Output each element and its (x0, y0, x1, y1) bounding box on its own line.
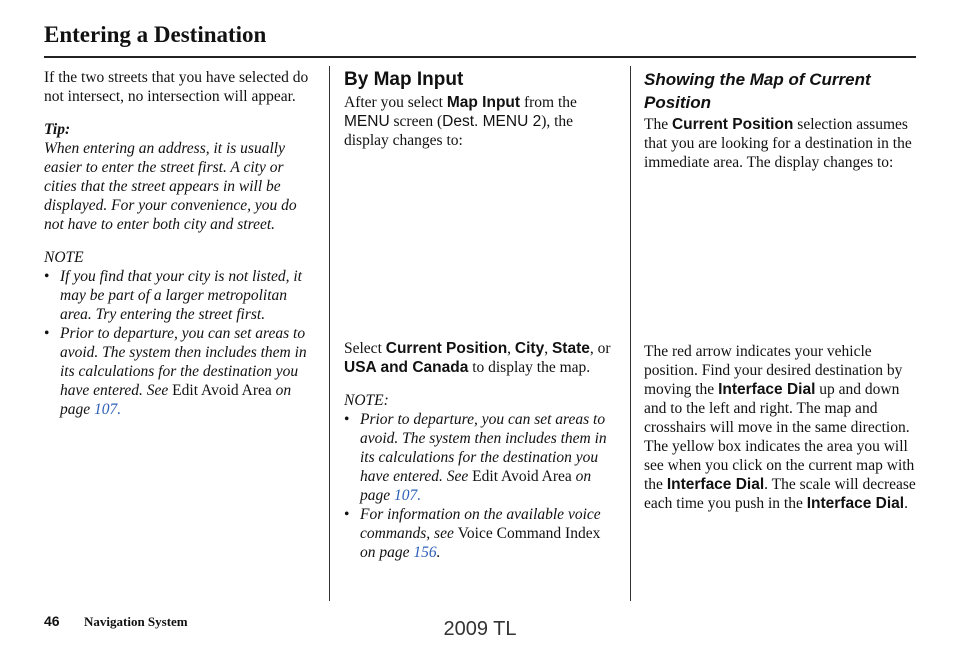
menu-term: MENU (344, 113, 390, 130)
footer-section-label: Navigation System (84, 614, 188, 629)
tip-text: When entering an address, it is usually easier to enter the street first. A city or cities that the street appears in will be displayed. For your convenience, you do not have to enter both city and street. (44, 140, 297, 233)
intro-paragraph: If the two streets that you have selected do not intersect, no intersection will appear. (44, 69, 309, 105)
watermark: 2009 TL (443, 618, 517, 640)
voice-command-index-reference: Voice Command Index (457, 525, 601, 542)
note-text: If you find that your city is not listed, it may be part of a larger metropolitan area. Try entering the street first. (60, 268, 302, 323)
page-title: Entering a Destination (44, 22, 267, 47)
on-page-text: on page (60, 382, 292, 418)
note-item (44, 267, 318, 324)
page-link-156[interactable]: 156 (413, 544, 437, 561)
column-divider-right (630, 66, 631, 601)
map-image-space (344, 150, 618, 339)
dest-menu-2-term: Dest. MENU 2 (442, 113, 542, 130)
note-label: NOTE: (344, 392, 389, 409)
edit-avoid-area-reference: Edit Avoid Area (472, 468, 572, 485)
note-text: Prior to departure, you can set areas to avoid. The system then includes them in its calculations for the destination you have entered. See (60, 325, 307, 399)
note-item: • Prior to departure, you can set areas to avoid. The system then includes them in its calculations for the destination you have entered. See Edit Avoid Area on page 107. (344, 410, 618, 505)
note-list (344, 410, 618, 562)
column-right (644, 68, 918, 513)
tip-label: Tip: (44, 121, 71, 138)
interface-dial-term: Interface Dial (718, 381, 816, 398)
map-input-term: Map Input (446, 94, 521, 111)
section-heading-map-input: By Map Input (344, 69, 464, 90)
page-number: 46 (44, 613, 60, 629)
edit-avoid-area-reference: Edit Avoid Area (172, 382, 272, 399)
current-position-term: Current Position (671, 116, 794, 133)
note-label: NOTE (44, 249, 84, 266)
note-item (44, 324, 318, 419)
interface-dial-term: Interface Dial (666, 476, 765, 493)
note-item: • For information on the available voice commands, see Voice Command Index on page 156. (344, 505, 618, 562)
select-paragraph: Select Current Position, City, State, or USA and Canada to display the map. (344, 340, 611, 376)
section-heading-current-position: Showing the Map of Current Position (644, 70, 871, 112)
current-position-paragraph: The Current Position selection assumes that you are looking for a destination in the immediate area. The display changes to: (644, 116, 912, 171)
note-list (44, 267, 318, 419)
column-middle (344, 68, 618, 562)
yellow-box-paragraph: The yellow box indicates the area you will see when you click on the current map with the Interface Dial. The scale will decrease each time you push in the Interface Dial. (644, 438, 916, 512)
interface-dial-term: Interface Dial (806, 495, 905, 512)
page-link-107[interactable]: 107. (394, 487, 422, 504)
red-arrow-paragraph: The red arrow indicates your vehicle position. Find your desired destination by moving the Interface Dial up and down and to the left and right. The map and crosshairs will move in the same direction. (644, 343, 910, 436)
column-divider-left (329, 66, 330, 601)
column-left (44, 68, 318, 419)
map-image-space (644, 172, 918, 342)
title-rule (44, 56, 916, 58)
map-input-paragraph: After you select Map Input from the MENU screen (Dest. MENU 2), the display changes to: (344, 94, 577, 149)
page-link-107[interactable]: 107. (94, 401, 122, 418)
